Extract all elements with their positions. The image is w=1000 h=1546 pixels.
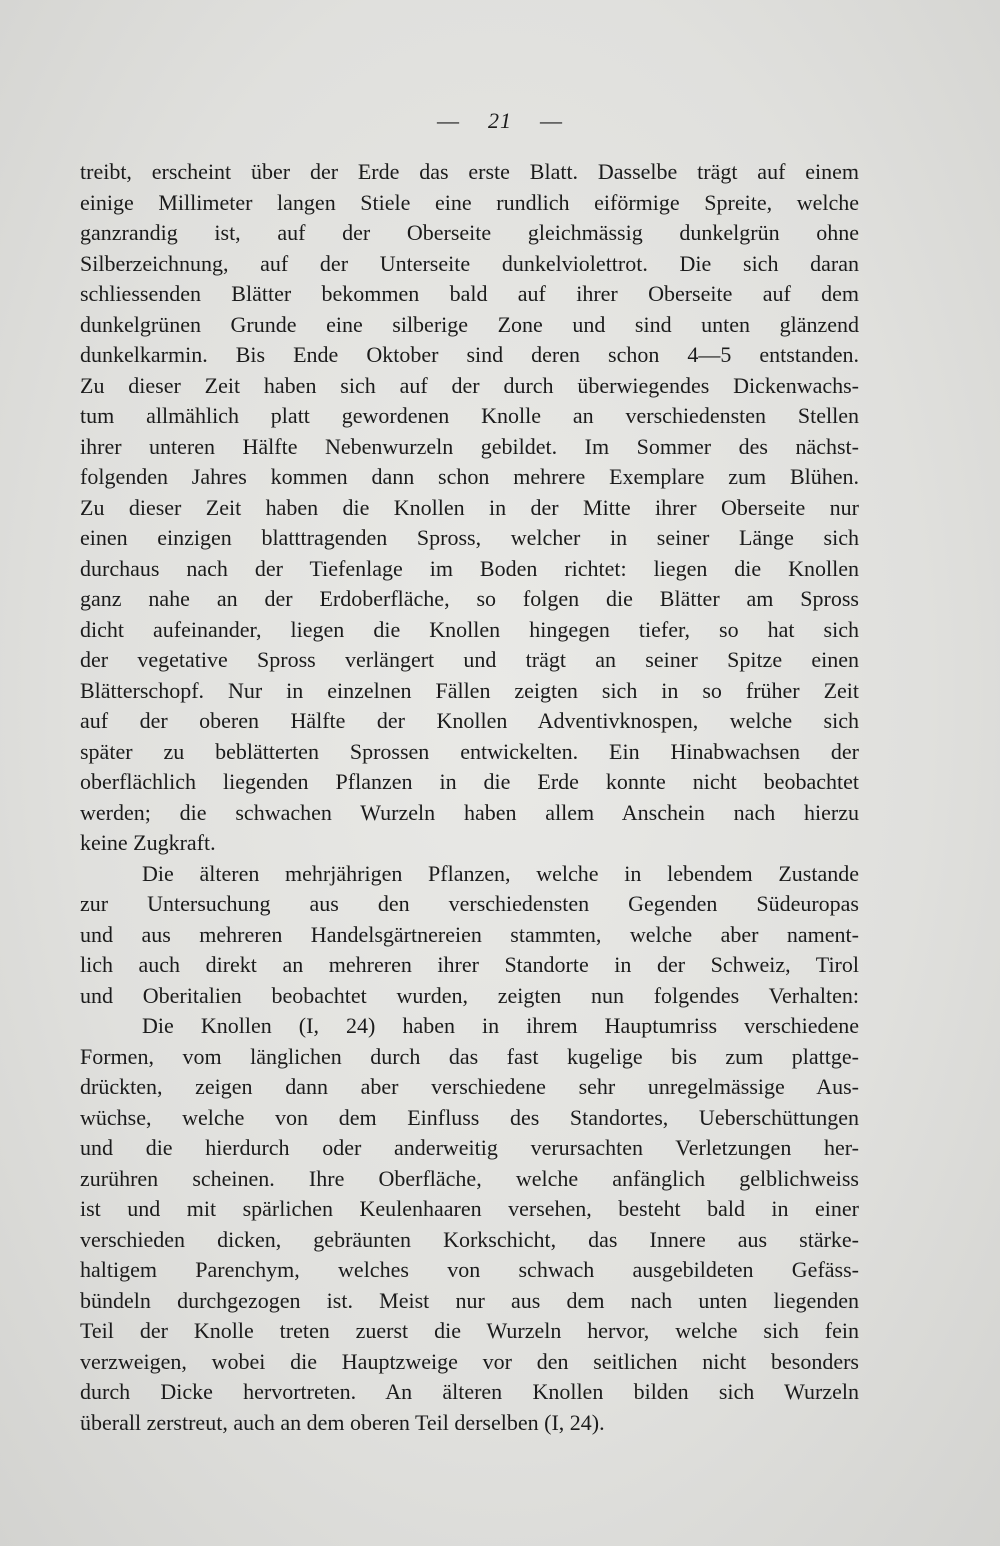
text-line: Zu dieser Zeit haben sich auf der durch überwiegendes Dickenwachs-	[80, 372, 859, 398]
text-line: oberflächlich liegenden Pflanzen in die Erde konnte nicht beobachtet	[80, 769, 859, 794]
text-line: folgenden Jahres kommen dann schon mehrere Exemplare zum Blühen.	[80, 464, 859, 489]
text-line: Silberzeichnung, auf der Unterseite dunkelviolettrot. Die sich daran	[80, 250, 859, 276]
text-line: Die Knollen (I, 24) haben in ihrem Hauptumriss verschiedene	[142, 1013, 859, 1038]
text-line: und Oberitalien beobachtet wurden, zeigten nun folgendes Verhalten:	[80, 982, 859, 1008]
text-line: verschieden dicken, gebräunten Korkschicht, das Innere aus stärke-	[80, 1226, 859, 1252]
text-line: verzweigen, wobei die Hauptzweige vor den seitlichen nicht besonders	[80, 1348, 859, 1374]
text-line: ganzrandig ist, auf der Oberseite gleichmässig dunkelgrün ohne	[80, 220, 859, 245]
text-line: Blätterschopf. Nur in einzelnen Fällen zeigten sich in so früher Zeit	[80, 677, 859, 703]
text-line: Zu dieser Zeit haben die Knollen in der Mitte ihrer Oberseite nur	[80, 494, 859, 520]
text-line: auf der oberen Hälfte der Knollen Adventivknospen, welche sich	[80, 708, 859, 733]
text-line: keine Zugkraft.	[80, 830, 216, 855]
text-line: Formen, vom länglichen durch das fast kugelige bis zum plattge-	[80, 1043, 859, 1069]
page-number-dash-right: —	[540, 108, 563, 133]
text-line: schliessenden Blätter bekommen bald auf ihrer Oberseite auf dem	[80, 281, 859, 306]
text-line: tum allmählich platt gewordenen Knolle an verschiedensten Stellen	[80, 403, 859, 428]
text-line: durch Dicke hervortreten. An älteren Knollen bilden sich Wurzeln	[80, 1379, 859, 1404]
text-line: dunkelgrünen Grunde eine silberige Zone und sind unten glänzend	[80, 311, 859, 337]
text-line: treibt, erscheint über der Erde das erste Blatt. Dasselbe trägt auf einem	[80, 159, 859, 184]
text-line: einen einzigen blatttragenden Spross, welcher in seiner Länge sich	[80, 525, 859, 550]
text-line: Teil der Knolle treten zuerst die Wurzeln hervor, welche sich fein	[80, 1318, 859, 1343]
text-line: drückten, zeigen dann aber verschiedene sehr unregelmässige Aus-	[80, 1074, 859, 1099]
text-line: ganz nahe an der Erdoberfläche, so folgen die Blätter am Spross	[80, 586, 859, 611]
text-line: dicht aufeinander, liegen die Knollen hingegen tiefer, so hat sich	[80, 616, 859, 642]
text-line: später zu beblätterten Sprossen entwickelten. Ein Hinabwachsen der	[80, 738, 859, 764]
text-line: ihrer unteren Hälfte Nebenwurzeln gebildet. Im Sommer des nächst-	[80, 433, 859, 459]
text-line: der vegetative Spross verlängert und trägt an seiner Spitze einen	[80, 647, 859, 672]
text-line: dunkelkarmin. Bis Ende Oktober sind deren schon 4—5 entstanden.	[80, 342, 859, 367]
text-line: überall zerstreut, auch an dem oberen Teil derselben (I, 24).	[80, 1409, 605, 1435]
text-line: wüchse, welche von dem Einfluss des Standortes, Ueberschüttungen	[80, 1104, 859, 1130]
text-line: zur Untersuchung aus den verschiedensten Gegenden Südeuropas	[80, 891, 859, 916]
text-line: werden; die schwachen Wurzeln haben allem Anschein nach hierzu	[80, 799, 859, 825]
text-line: lich auch direkt an mehreren ihrer Standorte in der Schweiz, Tirol	[80, 952, 859, 977]
text-line: haltigem Parenchym, welches von schwach ausgebildeten Gefäss-	[80, 1257, 859, 1282]
body-text	[80, 157, 859, 1438]
text-line: einige Millimeter langen Stiele eine rundlich eiförmige Spreite, welche	[80, 189, 859, 215]
text-line: und die hierdurch oder anderweitig verursachten Verletzungen her-	[80, 1135, 859, 1160]
text-line: durchaus nach der Tiefenlage im Boden richtet: liegen die Knollen	[80, 555, 859, 581]
text-line: und aus mehreren Handelsgärtnereien stammten, welche aber nament-	[80, 921, 859, 947]
text-line: zurühren scheinen. Ihre Oberfläche, welche anfänglich gelblichweiss	[80, 1165, 859, 1191]
text-line: ist und mit spärlichen Keulenhaaren versehen, besteht bald in einer	[80, 1196, 859, 1221]
page-number-header	[0, 108, 1000, 134]
page-number: 21	[488, 108, 512, 133]
text-line: bündeln durchgezogen ist. Meist nur aus dem nach unten liegenden	[80, 1287, 859, 1313]
page-number-dash-left: —	[437, 108, 460, 133]
text-line: Die älteren mehrjährigen Pflanzen, welche in lebendem Zustande	[142, 860, 859, 886]
